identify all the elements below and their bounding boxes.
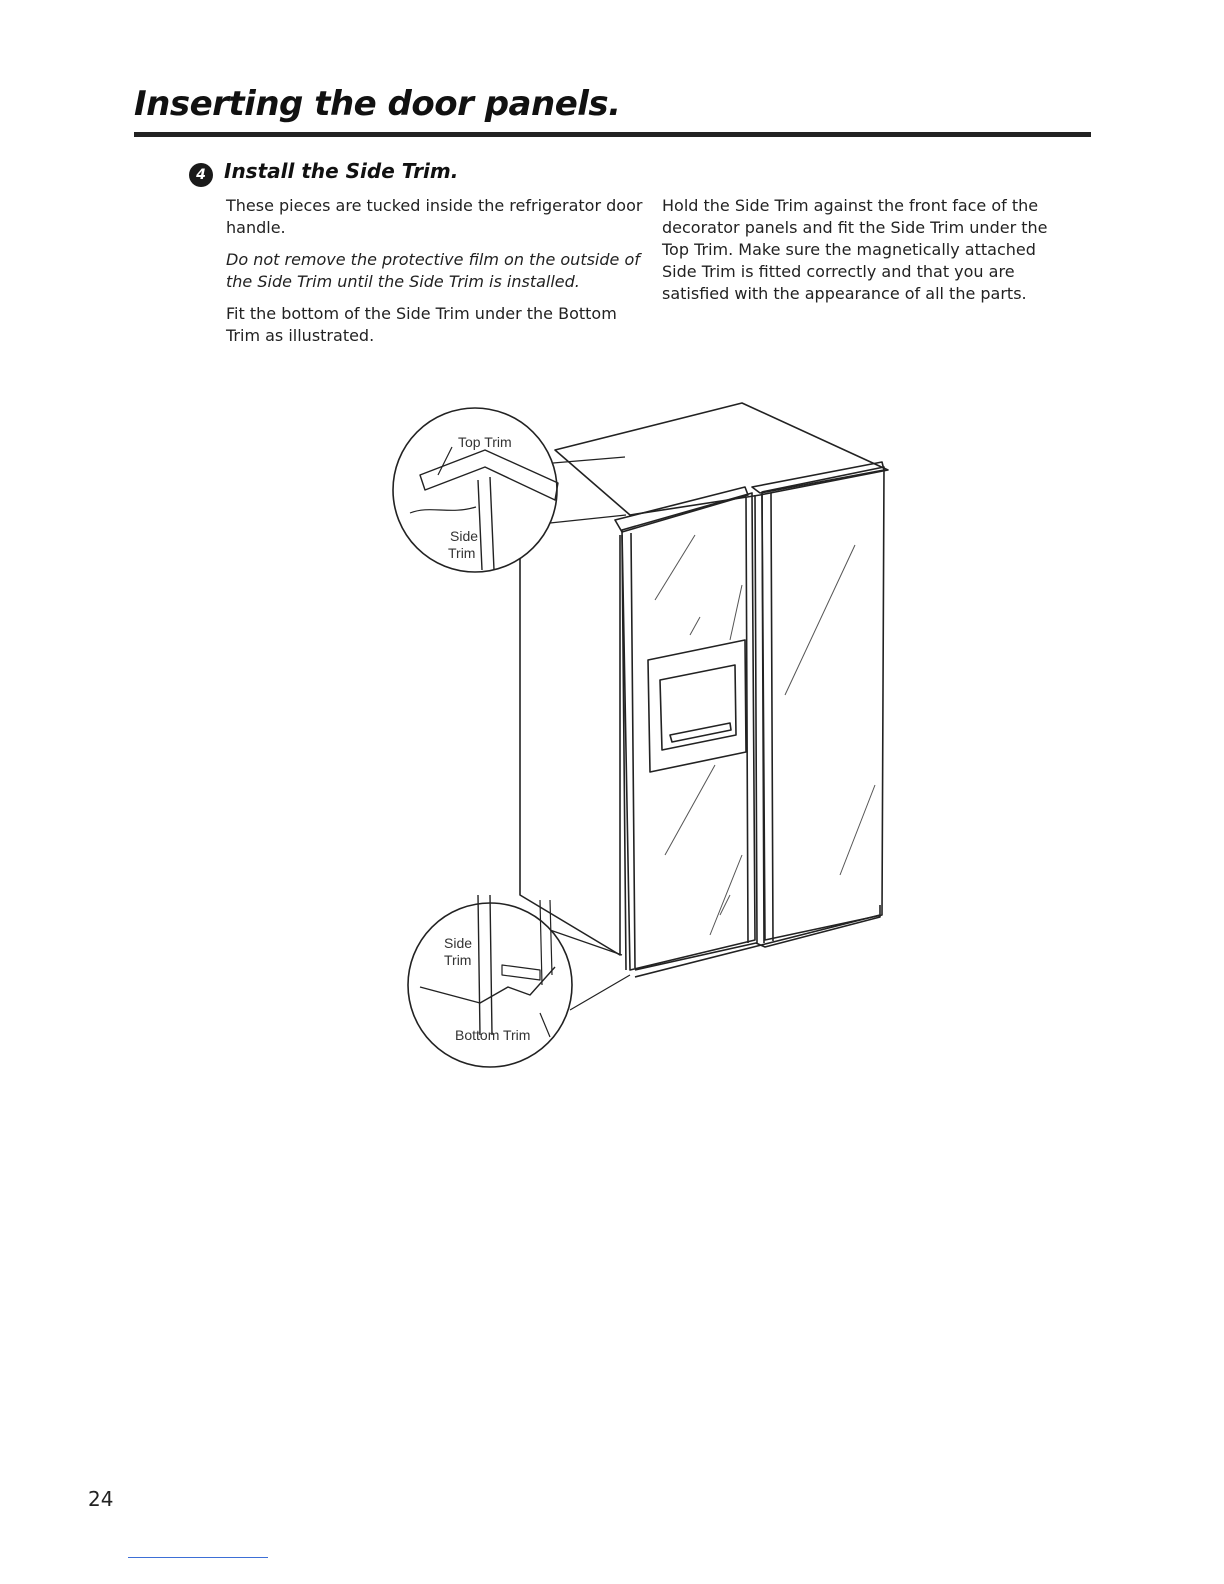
left-paragraph-warning: Do not remove the protective film on the outside of the Side Trim until the Side Trim is installed. (226, 250, 640, 291)
top-trim-right (752, 462, 884, 493)
step-number-badge: 4 (189, 163, 213, 187)
cabinet-side (520, 525, 620, 955)
page-title: Inserting the door panels. (134, 84, 621, 124)
refrigerator-illustration (390, 395, 910, 1075)
refrigerator-diagram (390, 395, 910, 1075)
left-column (226, 195, 646, 357)
right-door (762, 467, 884, 940)
left-paragraph-3: Fit the bottom of the Side Trim under the Bottom Trim as illustrated. (226, 304, 617, 345)
right-column (662, 195, 1072, 315)
left-paragraph-1: These pieces are tucked inside the refrigerator door handle. (226, 196, 643, 237)
page-number: 24 (88, 1487, 114, 1511)
right-paragraph-1: Hold the Side Trim against the front face of the decorator panels and fit the Side Trim under the Top Trim. Make sure the magnetically attached Side Trim is fitted correctly and that you are satisfied with the appearance of all the parts. (662, 196, 1048, 303)
title-rule (134, 132, 1091, 137)
label-bottom-trim: Bottom Trim (455, 1027, 531, 1043)
side-trim-right (762, 493, 773, 943)
top-trim (615, 487, 748, 532)
footer-link-underline (128, 1557, 268, 1558)
dispenser-outer (648, 640, 746, 772)
label-bottom-trim-word: Trim (444, 952, 472, 968)
label-top-side: Side (450, 528, 479, 544)
dispenser-tray (670, 723, 731, 742)
step-heading: Install the Side Trim. (224, 159, 459, 183)
label-top-trim: Top Trim (458, 434, 512, 450)
label-bottom-side: Side (444, 935, 473, 951)
label-top-trim-word: Trim (448, 545, 476, 561)
